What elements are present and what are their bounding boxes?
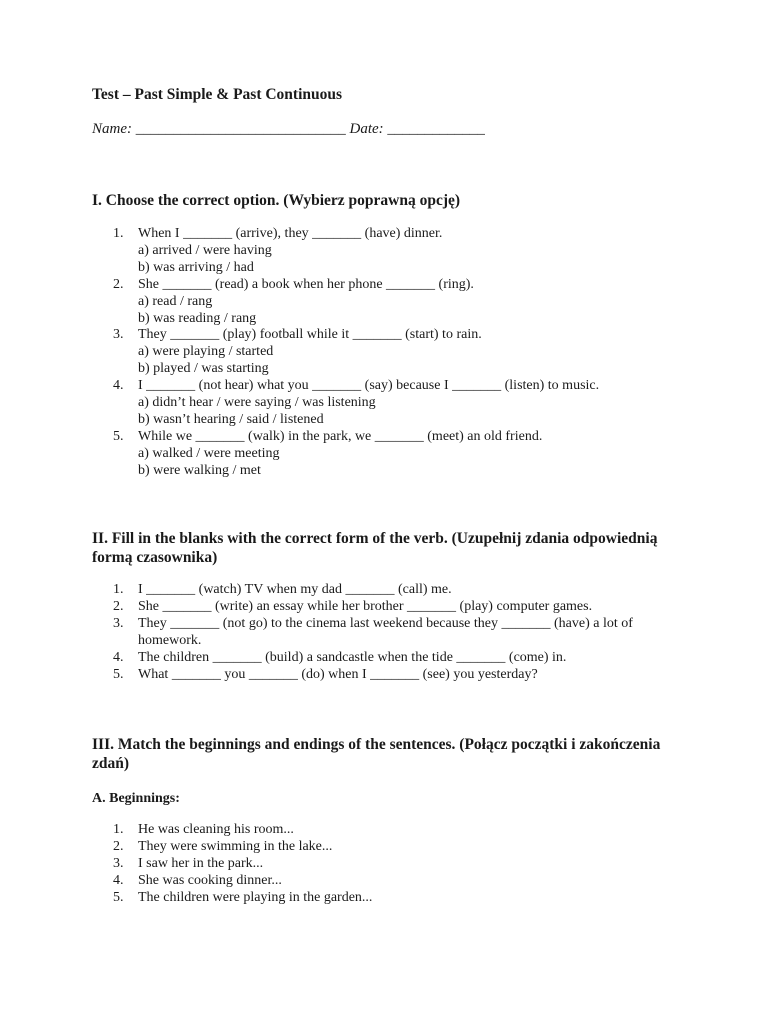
list-item xyxy=(92,856,682,873)
option-b: b) was reading / rang xyxy=(138,310,257,326)
item-number: 3. xyxy=(113,615,124,631)
list-item xyxy=(92,890,682,907)
item-number: 2. xyxy=(113,838,124,854)
question-text: She _______ (read) a book when her phone _______ (ring). xyxy=(138,276,474,292)
beginnings-sub-heading: A. Beginnings: xyxy=(92,791,180,806)
item-number: 3. xyxy=(113,855,124,871)
list-item xyxy=(92,616,682,650)
option-a: a) arrived / were having xyxy=(138,242,272,258)
list-item xyxy=(92,839,682,856)
list-item xyxy=(92,277,682,328)
item-number: 1. xyxy=(113,226,124,241)
item-number: 4. xyxy=(113,649,124,665)
list-item xyxy=(92,429,682,480)
item-number: 1. xyxy=(113,582,124,597)
list-item xyxy=(92,873,682,890)
item-number: 4. xyxy=(113,378,124,394)
list-item xyxy=(92,378,682,429)
option-a: a) didn’t hear / were saying / was listening xyxy=(138,395,376,411)
list-item xyxy=(92,667,682,684)
section-3-heading: III. Match the beginnings and endings of the sentences. (Połącz początki i zakończenia zdań) xyxy=(92,736,661,772)
list-item xyxy=(92,582,682,599)
sentence-text: The children _______ (build) a sandcastle when the tide _______ (come) in. xyxy=(138,649,567,665)
sentence-text: I _______ (watch) TV when my dad _______ (call) me. xyxy=(138,582,452,597)
sentence-text: She _______ (write) an essay while her brother _______ (play) computer games. xyxy=(138,598,593,614)
sentence-beginning: The children were playing in the garden... xyxy=(138,889,373,905)
option-a: a) read / rang xyxy=(138,293,213,309)
item-number: 1. xyxy=(113,822,124,837)
option-a: a) walked / were meeting xyxy=(138,445,280,461)
sentence-beginning: I saw her in the park... xyxy=(138,855,264,871)
section-2-heading: II. Fill in the blanks with the correct form of the verb. (Uzupełnij zdania odpowiednią formą czasownika) xyxy=(92,530,658,566)
option-b: b) was arriving / had xyxy=(138,259,254,275)
option-a: a) were playing / started xyxy=(138,344,274,360)
sentence-beginning: She was cooking dinner... xyxy=(138,872,282,888)
item-number: 5. xyxy=(113,666,124,682)
option-b: b) played / was starting xyxy=(138,361,269,377)
question-text: When I _______ (arrive), they _______ (have) dinner. xyxy=(138,226,443,241)
question-text: They _______ (play) football while it _______ (start) to rain. xyxy=(138,327,482,343)
option-b: b) were walking / met xyxy=(138,462,261,478)
item-number: 3. xyxy=(113,327,124,343)
sentence-beginning: They were swimming in the lake... xyxy=(138,838,333,854)
list-item xyxy=(92,327,682,378)
document-title: Test – Past Simple & Past Continuous xyxy=(92,86,343,103)
section-1-heading: I. Choose the correct option. (Wybierz poprawną opcję) xyxy=(92,192,461,209)
sentence-text: What _______ you _______ (do) when I _______ (see) you yesterday? xyxy=(138,666,538,682)
list-item xyxy=(92,226,682,277)
option-b: b) wasn’t hearing / said / listened xyxy=(138,411,324,427)
name-date-line: Name: ____________________________ Date: _____________ xyxy=(92,121,485,137)
beginnings-list xyxy=(92,822,682,907)
sentence-beginning: He was cleaning his room... xyxy=(138,822,294,837)
item-number: 4. xyxy=(113,872,124,888)
item-number: 2. xyxy=(113,598,124,614)
question-text: I _______ (not hear) what you _______ (say) because I _______ (listen) to music. xyxy=(138,378,600,394)
list-item xyxy=(92,822,682,839)
section-2-question-list xyxy=(92,582,682,683)
question-text: While we _______ (walk) in the park, we _______ (meet) an old friend. xyxy=(138,428,543,444)
item-number: 2. xyxy=(113,276,124,292)
sentence-text: They _______ (not go) to the cinema last weekend because they _______ (have) a lot of homework. xyxy=(138,615,633,648)
list-item xyxy=(92,599,682,616)
list-item xyxy=(92,650,682,667)
item-number: 5. xyxy=(113,889,124,905)
item-number: 5. xyxy=(113,428,124,444)
section-1-question-list xyxy=(92,226,682,480)
